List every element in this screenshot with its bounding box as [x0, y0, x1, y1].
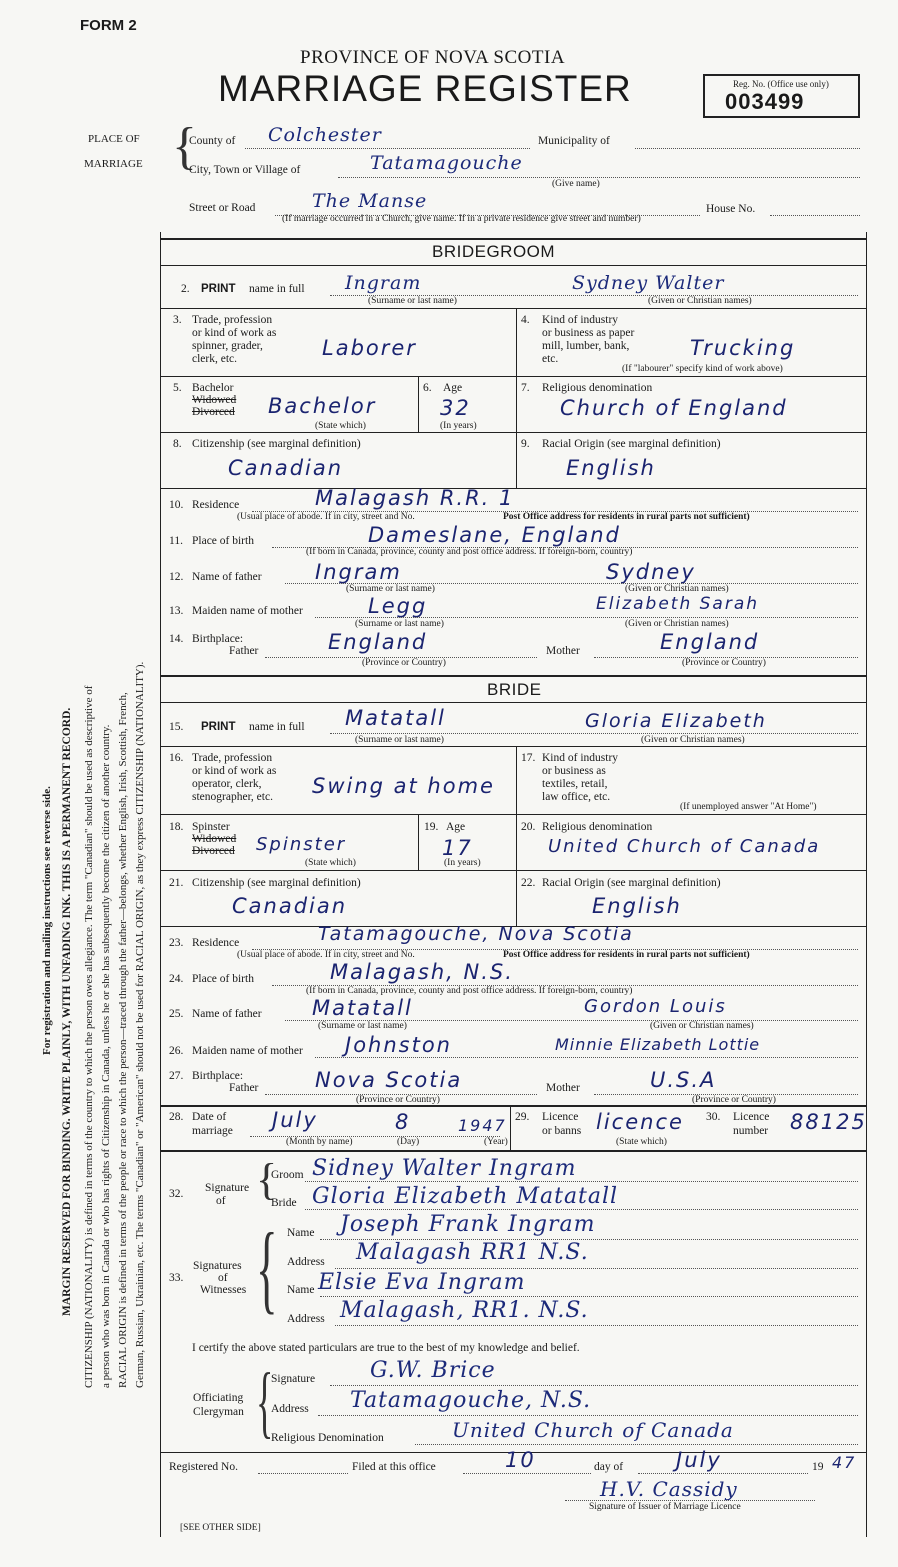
- street-label: Street or Road: [189, 202, 256, 214]
- municipality-line: [635, 148, 860, 149]
- margin-line-racial-2: German, Russian, Ukrainian, etc. The terms "Canadian" or "American" should not be used for RACIAL ORIGIN, as they express CITIZENSHIP (NATIONALITY).: [134, 661, 146, 1388]
- wit-n33: 33.: [169, 1272, 184, 1284]
- groom-signature: Sidney Walter Ingram: [312, 1156, 577, 1181]
- w2-name: Elsie Eva Ingram: [318, 1270, 526, 1295]
- groom-heading: BRIDEGROOM: [432, 242, 556, 261]
- bride-bp-father-cap: (Province or Country): [356, 1095, 440, 1105]
- clergy-brace: {: [256, 1358, 274, 1446]
- bride-n18: 18.: [169, 821, 184, 833]
- bride-n27: 27.: [169, 1070, 184, 1082]
- licence-state-which: (State which): [616, 1137, 667, 1147]
- bride-birthplace: Malagash, N.S.: [330, 960, 514, 984]
- groom-father-surname: Ingram: [315, 560, 402, 584]
- bride-given: Gloria Elizabeth: [585, 710, 767, 732]
- see-other-side: [SEE OTHER SIDE]: [180, 1523, 261, 1533]
- bride-top-rule: [160, 675, 866, 677]
- groom-birth-note: (If born in Canada, province, county and post office address. If foreign-born, country): [306, 547, 633, 557]
- clergy-denom-line: [415, 1444, 858, 1445]
- groom-divider-5-6: [418, 376, 419, 432]
- clergy-denom-label: Religious Denomination: [271, 1432, 384, 1444]
- issuer-caption: Signature of Issuer of Marriage Licence: [589, 1502, 741, 1512]
- groom-ind-l1: Kind of industry: [542, 314, 619, 326]
- bride-bp-label: Birthplace:: [192, 1070, 244, 1082]
- filed-day-line: [463, 1473, 591, 1474]
- date-label-1: Date of: [192, 1111, 227, 1123]
- margin-line-citizenship-1: CITIZENSHIP (NATIONALITY) is defined in terms of the country to which the person owes allegiance. The term "Canadian" should be used as descriptive of: [83, 685, 95, 1388]
- issuer-signature: H.V. Cassidy: [600, 1477, 738, 1501]
- wit-label-1: Signatures: [193, 1260, 242, 1272]
- groom-heading-rule: [160, 265, 866, 266]
- groom-widowed: Widowed: [192, 394, 237, 406]
- city-label: City, Town or Village of: [189, 164, 301, 176]
- bride-rule-2: [160, 814, 866, 815]
- county-value: Colchester: [268, 124, 382, 146]
- bride-n24: 24.: [169, 973, 184, 985]
- bride-signature: Gloria Elizabeth Matatall: [312, 1184, 619, 1209]
- bride-mother-line: [315, 1057, 858, 1058]
- form-left-border: [160, 232, 161, 1537]
- bride-residence: Tatamagouche, Nova Scotia: [318, 923, 634, 945]
- bride-res-note1: (Usual place of abode. If in city, street and No.: [237, 950, 415, 960]
- bride-in-years: (In years): [444, 858, 481, 868]
- filed-month-line: [638, 1473, 808, 1474]
- bride-rule-3: [160, 870, 866, 871]
- groom-n11: 11.: [169, 535, 183, 547]
- margin-line-registration: For registration and mailing instructions see reverse side.: [41, 786, 53, 1055]
- clergy-sig-line: [330, 1385, 858, 1386]
- county-line: [245, 148, 530, 149]
- bride-sig-line: [305, 1209, 858, 1210]
- groom-print: PRINT: [201, 283, 236, 295]
- month-cap: (Month by name): [286, 1137, 353, 1147]
- clergy-sig-label: Signature: [271, 1373, 316, 1385]
- groom-cit-label: Citizenship (see marginal definition): [192, 438, 361, 450]
- groom-age-label: Age: [443, 382, 463, 394]
- groom-birth-label: Place of birth: [192, 535, 254, 547]
- groom-religion: Church of England: [560, 396, 788, 420]
- groom-bp-father-label: Father: [229, 645, 259, 657]
- groom-mother-given: Elizabeth Sarah: [596, 594, 760, 614]
- w1-address-line: [335, 1268, 858, 1269]
- groom-ind-note: (If "labourer" specify kind of work above): [622, 364, 783, 374]
- bride-surname: Matatall: [345, 706, 446, 730]
- groom-bp-mother-cap: (Province or Country): [682, 658, 766, 668]
- street-value: The Manse: [312, 190, 428, 212]
- bride-n26: 26.: [169, 1045, 184, 1057]
- bride-race-label: Racial Origin (see marginal definition): [542, 877, 721, 889]
- groom-n5: 5.: [173, 382, 182, 394]
- bride-state-which: (State which): [305, 858, 356, 868]
- clergy-address-label: Address: [271, 1403, 309, 1415]
- bride-given-cap: (Given or Christian names): [641, 735, 745, 745]
- groom-relig-label: Religious denomination: [542, 382, 653, 394]
- bride-trade: Swing at home: [312, 774, 495, 798]
- registered-no-line: [258, 1473, 348, 1474]
- licence-n29: 29.: [515, 1111, 530, 1123]
- wit-label-2: of: [218, 1272, 228, 1284]
- groom-father-label: Name of father: [192, 571, 262, 583]
- filed-label: Filed at this office: [352, 1461, 436, 1473]
- groom-bachelor: Bachelor: [192, 382, 234, 394]
- groom-surname: Ingram: [345, 272, 422, 294]
- groom-industry: Trucking: [690, 336, 796, 360]
- sig-n32: 32.: [169, 1188, 184, 1200]
- groom-rule-3: [160, 432, 866, 433]
- groom-n2: 2.: [181, 283, 190, 295]
- marriage-top-rule: [160, 1105, 866, 1107]
- groom-trade-l1: Trade, profession: [192, 314, 273, 326]
- groom-residence: Malagash R.R. 1: [315, 486, 515, 510]
- bride-mother-surname: Johnston: [345, 1033, 452, 1057]
- form-right-border: [866, 232, 867, 1537]
- groom-sig-label: Groom: [271, 1169, 304, 1181]
- bride-mother-given: Minnie Elizabeth Lottie: [555, 1035, 761, 1054]
- groom-n7: 7.: [521, 382, 530, 394]
- groom-res-note2: Post Office address for residents in rural parts not sufficient): [503, 512, 750, 522]
- bride-divorced: Divorced: [192, 845, 235, 857]
- bride-n21: 21.: [169, 877, 184, 889]
- bride-res-label: Residence: [192, 937, 240, 949]
- bride-age-label: Age: [446, 821, 466, 833]
- bride-birth-note: (If born in Canada, province, county and post office address. If foreign-born, country): [306, 986, 633, 996]
- groom-n12: 12.: [169, 571, 184, 583]
- groom-rule-2: [160, 376, 866, 377]
- licence-num-label-1: Licence: [733, 1111, 770, 1123]
- bride-sig-label: Bride: [271, 1197, 297, 1209]
- groom-mother-g-cap: (Given or Christian names): [625, 619, 729, 629]
- groom-divorced: Divorced: [192, 406, 235, 418]
- licence-num-label-2: number: [733, 1125, 769, 1137]
- bride-ind-note: (If unemployed answer "At Home"): [680, 802, 817, 812]
- groom-bp-mother-label: Mother: [546, 645, 580, 657]
- filed-year-prefix: 19: [812, 1461, 824, 1473]
- groom-given-cap: (Given or Christian names): [648, 296, 752, 306]
- groom-n4: 4.: [521, 314, 530, 326]
- licence-n30: 30.: [706, 1111, 721, 1123]
- marriage-label: MARRIAGE: [84, 158, 143, 170]
- bride-ind-l1: Kind of industry: [542, 752, 619, 764]
- municipality-label: Municipality of: [538, 135, 610, 147]
- groom-ind-l2: or business as paper: [542, 327, 635, 339]
- bride-n15: 15.: [169, 721, 184, 733]
- groom-n14: 14.: [169, 633, 184, 645]
- groom-n10: 10.: [169, 499, 184, 511]
- page-title: MARRIAGE REGISTER: [218, 68, 632, 109]
- filed-month: July: [676, 1448, 722, 1472]
- clergy-address-line: [318, 1415, 858, 1416]
- reg-no-label: Reg. No. (Office use only): [733, 79, 829, 89]
- registered-no-label: Registered No.: [169, 1461, 238, 1473]
- bride-widowed: Widowed: [192, 833, 237, 845]
- form-id: FORM 2: [80, 17, 137, 34]
- marriage-divider-28-29: [510, 1105, 511, 1150]
- bride-n25: 25.: [169, 1008, 184, 1020]
- reg-no-number: 003499: [725, 89, 805, 114]
- bride-bp-mother-label: Mother: [546, 1082, 580, 1094]
- bride-divider-18-19: [418, 814, 419, 870]
- groom-divider-6-7: [516, 376, 517, 432]
- filed-year-suffix: 47: [832, 1453, 857, 1472]
- clergy-address: Tatamagouche, N.S.: [350, 1388, 592, 1413]
- groom-n8: 8.: [173, 438, 182, 450]
- bride-bp-mother-cap: (Province or Country): [692, 1095, 776, 1105]
- marriage-month: July: [272, 1108, 318, 1132]
- groom-rule-1: [160, 308, 866, 309]
- bride-trade-l2: or kind of work as: [192, 765, 277, 777]
- officiating-label-1: Officiating: [193, 1392, 244, 1404]
- bride-ind-l4: law office, etc.: [542, 791, 611, 803]
- bride-birth-label: Place of birth: [192, 973, 254, 985]
- bride-father-s-cap: (Surname or last name): [318, 1021, 407, 1031]
- city-value: Tatamagouche: [370, 152, 523, 174]
- sig-brace: {: [256, 1155, 278, 1204]
- street-note: (If marriage occurred in a Church, give name. If in a private residence give street and number): [282, 214, 641, 224]
- groom-father-s-cap: (Surname or last name): [346, 584, 435, 594]
- place-of-label: PLACE OF: [88, 133, 140, 145]
- bride-heading: BRIDE: [487, 680, 542, 699]
- groom-n13: 13.: [169, 605, 184, 617]
- licence-type: licence: [596, 1110, 684, 1134]
- officiating-label-2: Clergyman: [193, 1406, 244, 1418]
- bride-divider-19-20: [516, 814, 517, 870]
- groom-racial: English: [566, 456, 656, 480]
- reg-no-box: [703, 74, 860, 118]
- bride-n16: 16.: [169, 752, 184, 764]
- give-name-caption: (Give name): [552, 179, 600, 189]
- bride-name-line: [330, 733, 858, 734]
- groom-sig-line: [305, 1181, 858, 1182]
- marriage-year: 1947: [458, 1116, 507, 1135]
- w2-address-line: [335, 1325, 858, 1326]
- bride-father-given: Gordon Louis: [584, 996, 727, 1017]
- groom-trade-l2: or kind of work as: [192, 327, 277, 339]
- groom-bp-father-cap: (Province or Country): [362, 658, 446, 668]
- groom-top-rule: [160, 238, 866, 240]
- sig-label-2: of: [216, 1195, 226, 1207]
- bride-cit-label: Citizenship (see marginal definition): [192, 877, 361, 889]
- wit-label-3: Witnesses: [200, 1284, 247, 1296]
- groom-mother-bp: England: [660, 630, 760, 654]
- bride-n19: 19.: [424, 821, 439, 833]
- groom-trade: Laborer: [322, 336, 417, 360]
- bride-ind-l2: or business as: [542, 765, 606, 777]
- groom-res-note1: (Usual place of abode. If in city, street and No.: [237, 512, 415, 522]
- bride-n20: 20.: [521, 821, 536, 833]
- place-brace: {: [172, 118, 197, 175]
- date-n28: 28.: [169, 1111, 184, 1123]
- margin-notes: [0, 0, 160, 1567]
- bride-father-surname: Matatall: [312, 996, 413, 1020]
- county-label: County of: [189, 135, 236, 147]
- wit-brace: {: [256, 1212, 278, 1323]
- day-cap: (Day): [397, 1137, 420, 1147]
- bride-surname-cap: (Surname or last name): [355, 735, 444, 745]
- groom-ind-l3: mill, lumber, bank,: [542, 340, 630, 352]
- bride-rule-1: [160, 746, 866, 747]
- bride-mother-label: Maiden name of mother: [192, 1045, 303, 1057]
- w1-address: Malagash RR1 N.S.: [356, 1240, 589, 1265]
- issuer-sig-line: [565, 1500, 815, 1501]
- bride-mother-bp: U.S.A: [650, 1068, 717, 1092]
- clergy-signature: G.W. Brice: [370, 1358, 496, 1383]
- w1-address-label: Address: [287, 1256, 325, 1268]
- day-of-label: day of: [594, 1461, 624, 1473]
- groom-father-g-cap: (Given or Christian names): [625, 584, 729, 594]
- bride-citizenship: Canadian: [232, 894, 348, 918]
- groom-trade-l3: spinner, grader,: [192, 340, 263, 352]
- w1-name: Joseph Frank Ingram: [340, 1212, 596, 1237]
- margin-line-binding: MARGIN RESERVED FOR BINDING. WRITE PLAINLY, WITH UNFADING INK. THIS IS A PERMANENT RECORD.: [61, 707, 73, 1316]
- bride-divider-16-17: [516, 746, 517, 814]
- bride-bp-father-label: Father: [229, 1082, 259, 1094]
- groom-surname-cap: (Surname or last name): [368, 296, 457, 306]
- sig-label-1: Signature: [205, 1182, 250, 1194]
- bride-ind-l3: textiles, retail,: [542, 778, 608, 790]
- groom-in-years: (In years): [440, 421, 477, 431]
- groom-father-bp: England: [328, 630, 428, 654]
- date-label-2: marriage: [192, 1125, 233, 1137]
- bride-trade-l4: stenographer, etc.: [192, 791, 273, 803]
- bride-n23: 23.: [169, 937, 184, 949]
- house-label: House No.: [706, 203, 756, 215]
- clergy-denom: United Church of Canada: [452, 1418, 734, 1442]
- bride-racial: English: [592, 894, 682, 918]
- groom-ind-l4: etc.: [542, 353, 559, 365]
- bride-res-note2: Post Office address for residents in rural parts not sufficient): [503, 950, 750, 960]
- city-line: [338, 177, 860, 178]
- filed-day: 10: [505, 1448, 536, 1472]
- w2-address-label: Address: [287, 1313, 325, 1325]
- bride-trade-l1: Trade, profession: [192, 752, 273, 764]
- groom-given: Sydney Walter: [572, 272, 725, 294]
- groom-state-which: (State which): [315, 421, 366, 431]
- year-cap: (Year): [484, 1137, 508, 1147]
- certify-text: I certify the above stated particulars are true to the best of my knowledge and belief.: [192, 1342, 580, 1354]
- w1-name-label: Name: [287, 1227, 315, 1239]
- licence-label-2: or banns: [542, 1125, 582, 1137]
- w2-name-line: [320, 1296, 858, 1297]
- groom-status: Bachelor: [268, 394, 377, 418]
- groom-n6: 6.: [423, 382, 432, 394]
- bride-father-label: Name of father: [192, 1008, 262, 1020]
- bride-father-g-cap: (Given or Christian names): [650, 1021, 754, 1031]
- bride-father-bp: Nova Scotia: [315, 1068, 463, 1092]
- groom-mother-surname: Legg: [368, 594, 428, 618]
- groom-birthplace: Dameslane, England: [368, 523, 621, 547]
- marriage-bottom-rule: [160, 1150, 866, 1152]
- bride-status: Spinster: [256, 834, 347, 855]
- groom-name-label: name in full: [249, 283, 305, 295]
- bride-n17: 17.: [521, 752, 536, 764]
- licence-label-1: Licence: [542, 1111, 579, 1123]
- bride-heading-rule: [160, 702, 866, 703]
- groom-divider-3-4: [516, 308, 517, 376]
- groom-mother-s-cap: (Surname or last name): [355, 619, 444, 629]
- groom-citizenship: Canadian: [228, 456, 344, 480]
- marriage-day: 8: [395, 1110, 411, 1134]
- bride-religion: United Church of Canada: [548, 836, 821, 857]
- groom-divider-8-9: [516, 432, 517, 488]
- bride-name-label: name in full: [249, 721, 305, 733]
- w2-name-label: Name: [287, 1284, 315, 1296]
- groom-mother-label: Maiden name of mother: [192, 605, 303, 617]
- bride-age: 17: [442, 836, 473, 860]
- groom-father-given: Sydney: [606, 560, 696, 584]
- bride-divider-21-22: [516, 870, 517, 926]
- groom-mother-line: [315, 617, 858, 618]
- groom-race-label: Racial Origin (see marginal definition): [542, 438, 721, 450]
- bride-print: PRINT: [201, 721, 236, 733]
- bride-spinster: Spinster: [192, 821, 230, 833]
- bride-trade-l3: operator, clerk,: [192, 778, 262, 790]
- licence-number: 88125: [790, 1110, 867, 1134]
- groom-trade-l4: clerk, etc.: [192, 353, 238, 365]
- w2-address: Malagash, RR1. N.S.: [340, 1298, 589, 1323]
- groom-n9: 9.: [521, 438, 530, 450]
- margin-line-citizenship-2: a person who was born in Canada or who has rights of Citizenship in Canada, unless he or she has subsequently become the citizen of another country.: [100, 724, 112, 1388]
- groom-age: 32: [440, 396, 471, 420]
- groom-res-label: Residence: [192, 499, 240, 511]
- groom-bp-label: Birthplace:: [192, 633, 244, 645]
- margin-line-racial-1: RACIAL ORIGIN is defined in terms of the people or race to which the person—traced through the father—belongs, whether English, Irish, Scottish, French,: [117, 692, 129, 1388]
- bride-relig-label: Religious denomination: [542, 821, 653, 833]
- house-line: [770, 215, 860, 216]
- province-heading: PROVINCE OF NOVA SCOTIA: [300, 47, 566, 68]
- groom-n3: 3.: [173, 314, 182, 326]
- bride-n22: 22.: [521, 877, 536, 889]
